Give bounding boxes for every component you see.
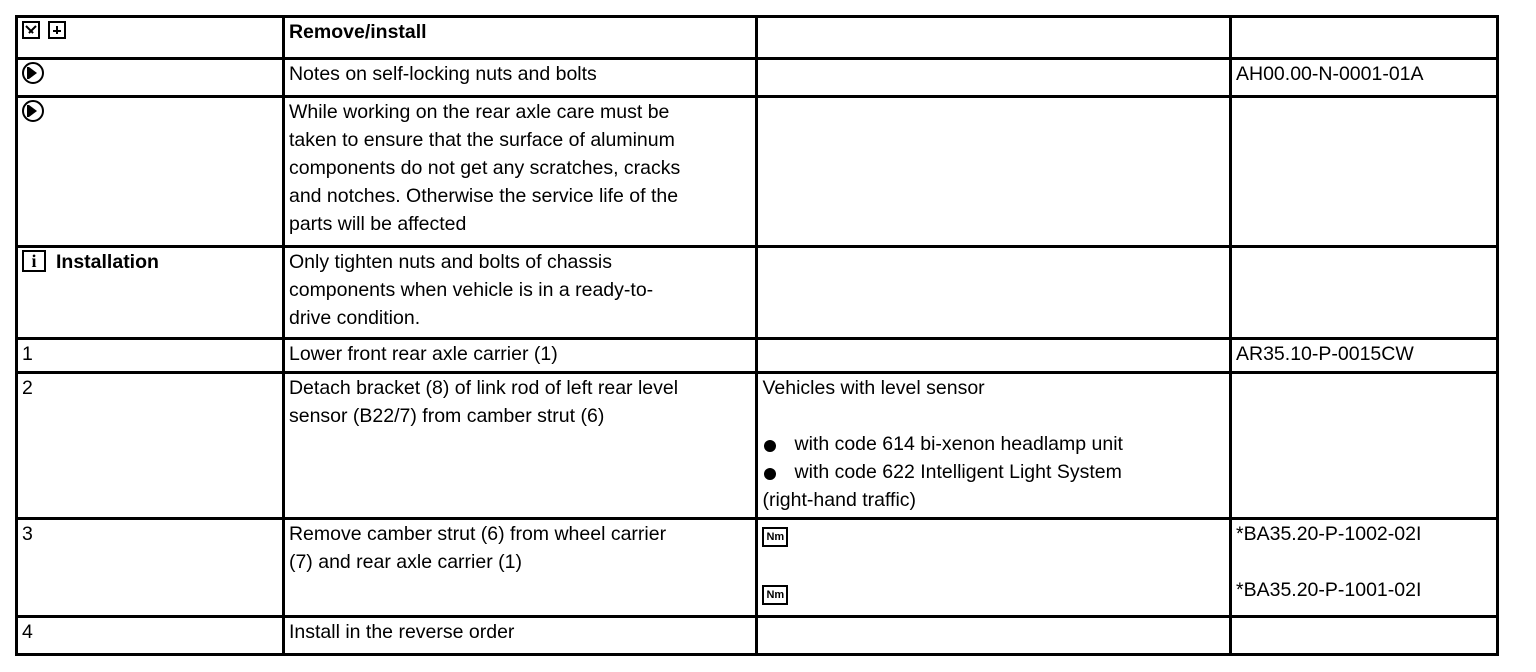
table-header-row bbox=[17, 17, 1498, 59]
step-number: 1 bbox=[17, 339, 284, 373]
step-text: Remove camber strut (6) from wheel carrier (7) and rear axle carrier (1) bbox=[283, 519, 757, 617]
list-item: with code 622 Intelligent Light System bbox=[762, 458, 1225, 486]
collapse-icon[interactable] bbox=[48, 21, 66, 39]
empty-cell bbox=[757, 59, 1231, 97]
procedure-table bbox=[15, 15, 1499, 656]
table-row bbox=[17, 59, 1498, 97]
empty-cell bbox=[757, 339, 1231, 373]
empty-cell bbox=[1231, 17, 1498, 59]
step-text: Notes on self-locking nuts and bolts bbox=[283, 59, 757, 97]
table-row bbox=[17, 247, 1498, 339]
step-text: Install in the reverse order bbox=[283, 617, 757, 655]
step-cell bbox=[17, 97, 284, 247]
note-icon bbox=[22, 100, 44, 122]
installation-label: Installation bbox=[56, 251, 159, 273]
expand-icon[interactable] bbox=[22, 21, 40, 39]
reference-cell bbox=[1231, 519, 1498, 617]
step-text: Only tighten nuts and bolts of chassis components when vehicle is in a ready-to- drive condition. bbox=[283, 247, 757, 339]
torque-icon[interactable]: Nm bbox=[762, 585, 788, 605]
condition-list bbox=[762, 430, 1225, 486]
reference-link[interactable]: AR35.10-P-0015CW bbox=[1231, 339, 1498, 373]
reference-link[interactable]: AH00.00-N-0001-01A bbox=[1231, 59, 1498, 97]
step-cell bbox=[17, 247, 284, 339]
empty-cell bbox=[1231, 373, 1498, 519]
section-title: Remove/install bbox=[283, 17, 757, 59]
step-number: 3 bbox=[17, 519, 284, 617]
condition-text: Vehicles with level sensor bbox=[762, 377, 985, 399]
empty-cell bbox=[757, 247, 1231, 339]
table-row bbox=[17, 519, 1498, 617]
table-row bbox=[17, 373, 1498, 519]
empty-cell bbox=[757, 617, 1231, 655]
torque-cell bbox=[757, 519, 1231, 617]
table-row bbox=[17, 339, 1498, 373]
step-text: Detach bracket (8) of link rod of left rear level sensor (B22/7) from camber strut (6) bbox=[283, 373, 757, 519]
table-row bbox=[17, 97, 1498, 247]
condition-cell bbox=[757, 373, 1231, 519]
reference-link[interactable]: *BA35.20-P-1002-02I bbox=[1236, 523, 1422, 545]
step-number: 4 bbox=[17, 617, 284, 655]
step-cell bbox=[17, 59, 284, 97]
torque-icon[interactable]: Nm bbox=[762, 527, 788, 547]
note-icon bbox=[22, 62, 44, 84]
empty-cell bbox=[1231, 247, 1498, 339]
reference-link[interactable]: *BA35.20-P-1001-02I bbox=[1236, 579, 1422, 601]
table-row bbox=[17, 617, 1498, 655]
info-icon: i bbox=[22, 250, 46, 272]
empty-cell bbox=[1231, 97, 1498, 247]
list-item: with code 614 bi-xenon headlamp unit bbox=[762, 430, 1225, 458]
condition-note: (right-hand traffic) bbox=[762, 489, 917, 511]
empty-cell bbox=[757, 17, 1231, 59]
step-number: 2 bbox=[17, 373, 284, 519]
empty-cell bbox=[757, 97, 1231, 247]
step-text: Lower front rear axle carrier (1) bbox=[283, 339, 757, 373]
step-text: While working on the rear axle care must be taken to ensure that the surface of aluminum components do not get any scratches, cracks and notches. Otherwise the service life of the parts will be affected bbox=[283, 97, 757, 247]
empty-cell bbox=[1231, 617, 1498, 655]
header-icons-cell bbox=[17, 17, 284, 59]
